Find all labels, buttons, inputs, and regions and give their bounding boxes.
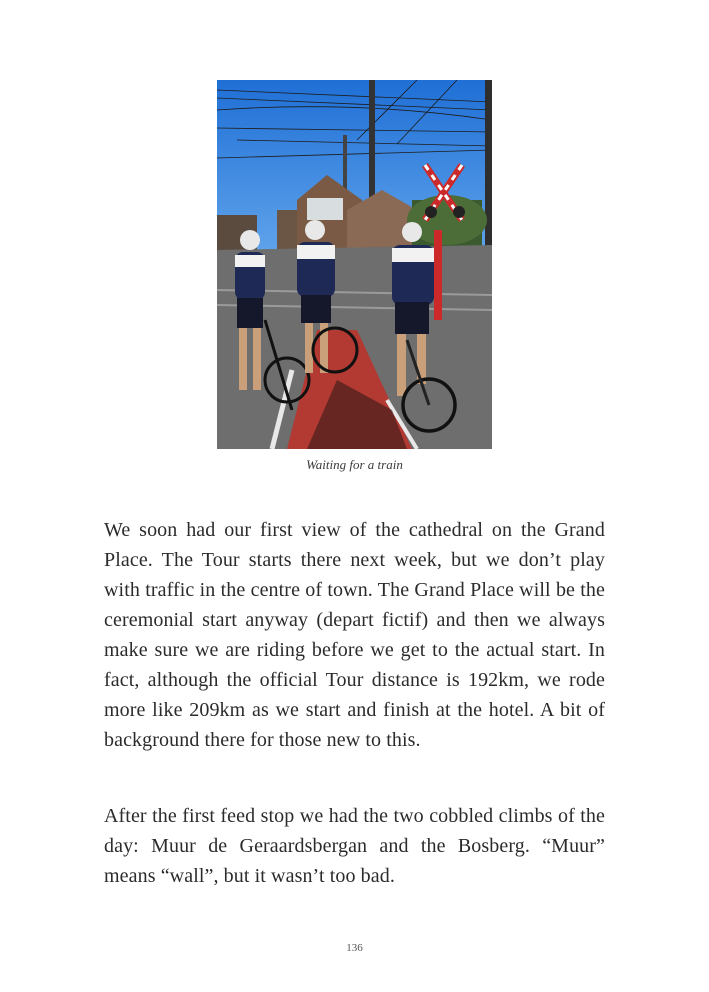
photo-caption: Waiting for a train — [306, 457, 403, 472]
body-paragraph-2: After the first feed stop we had the two cobbled climbs of the day: Muur de Geraardsbergan and the Bosberg. “Muur” means “wall”, but it wasn’t too bad. — [104, 805, 605, 887]
photo-cyclists-at-railway-crossing — [217, 80, 492, 449]
body-paragraph-1: We soon had our first view of the cathedral on the Grand Place. The Tour starts there next week, but we don’t play with traffic in the centre of town. The Grand Place will be the ceremonial start anyway (depart fictif) and then we always make sure we are riding before we get to the actual start. In fact, although the official Tour distance is 192km, we rode more like 209km as we start and finish at the hotel. A bit of background there for those new to this. — [104, 519, 605, 751]
page-number: 136 — [346, 942, 363, 954]
